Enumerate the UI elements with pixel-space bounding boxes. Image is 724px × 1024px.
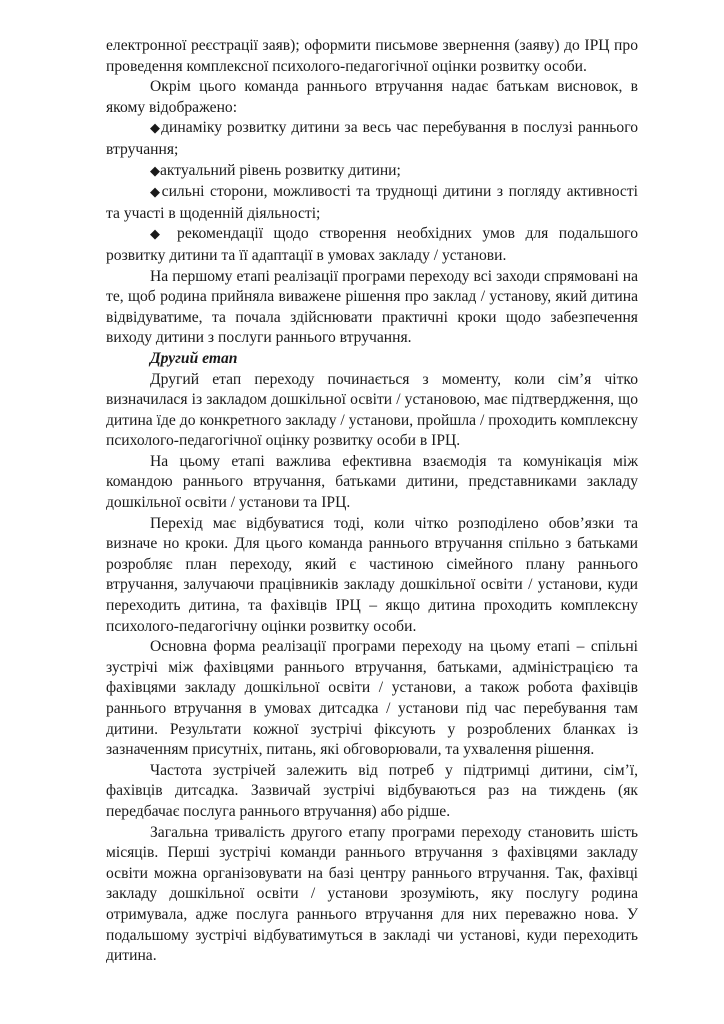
paragraph-interaction: На цьому етапі важлива ефективна взаємодія та комунікація між командою раннього втручання, батьками дитини, представниками закладу дошкільної освіти / установи та ІРЦ. <box>106 452 638 512</box>
paragraph-transition-plan: Перехід має відбуватися тоді, коли чітко розподілено обов’язки та визначе но кроки. Для цього команда раннього втручання спільно з батьками розробляє план переходу, який є частиною сімейного плану раннього втручання, залучаючи працівників закладу дошкільної освіти / установи, куди переходить дитина, та фахівців ІРЦ – якщо дитина проходить комплексну психолого-педагогічну оцінки розвитку особи. <box>106 514 638 635</box>
bullet-text: рекомендації щодо створення необхідних умов для подальшого розвитку дитини та її адаптації в умовах закладу / установи. <box>106 225 638 264</box>
paragraph-second-stage-start: Другий етап переходу починається з моменту, коли сім’я чітко визначилася із закладом дошкільної освіти / установою, має підтвердження, що дитина їде до конкретного закладу / установи, пройшла / проходить комплексну психолого-педагогічної оцінку розвитку особи в ІРЦ. <box>106 370 638 450</box>
paragraph-stage-duration: Загальна тривалість другого етапу програми переходу становить шість місяців. Перші зустрічі команди раннього втручання з фахівцями закладу освіти можна організовувати на базі центру раннього втручання. Так, фахівці закладу дошкільної освіти / установи зрозуміють, яку послугу родина отримувала, адже послуга раннього втручання для них переважно нова. У подальшому зустрічі відбуватимуться в закладі чи установі, куди переходить дитина. <box>106 823 638 965</box>
bullet-item <box>106 161 638 183</box>
paragraph-registration: електронної реєстрації заяв); оформити письмове звернення (заяву) до ІРЦ про проведення комплексної психолого-педагогічної оцінки розвитку особи. <box>106 37 638 75</box>
paragraph-first-stage: На першому етапі реалізації програми переходу всі заходи спрямовані на те, щоб родина прийняла виважене рішення про заклад / установу, який дитина відвідуватиме, та почала здійснювати практичні кроки щодо забезпечення виходу дитини з послуги раннього втручання. <box>106 267 638 347</box>
bullet-item <box>106 118 638 160</box>
bullet-text: актуальний рівень розвитку дитини; <box>160 161 401 179</box>
bullet-item <box>106 224 638 266</box>
paragraph-meeting-frequency: Частота зустрічей залежить від потреб у підтримці дитини, сім’ї, фахівців дитсадка. Зазвичай зустрічі відбуваються раз на тиждень (як передбачає послуга раннього втручання) або рідше. <box>106 761 638 820</box>
bullet-item <box>106 182 638 224</box>
paragraph-conclusion-intro: Окрім цього команда раннього втручання надає батькам висновок, в якому відображено: <box>106 78 638 116</box>
diamond-bullet-icon: ◆ <box>150 163 160 179</box>
diamond-bullet-icon: ◆ <box>150 185 162 201</box>
bullet-text: динаміку розвитку дитини за весь час перебування в послузі раннього втручання; <box>106 119 638 158</box>
diamond-bullet-icon: ◆ <box>150 227 167 243</box>
bullet-text: сильні сторони, можливості та труднощі дитини з погляду активності та участі в щоденній діяльності; <box>106 183 638 222</box>
section-heading-stage-two: Другий етап <box>150 349 238 367</box>
paragraph-meetings-form: Основна форма реалізації програми переходу на цьому етапі – спільні зустрічі між фахівцями раннього втручання, батьками, адміністрацією та фахівцями закладу дошкільної освіти / установи, а також робота фахівців раннього втручання в умовах дитсадка / установи під час перебування там дитини. Результати кожної зустрічі фіксують у розроблених бланках із зазначенням присутніх, питань, які обговорювали, та ухвалення рішення. <box>106 638 638 759</box>
diamond-bullet-icon: ◆ <box>150 121 162 137</box>
